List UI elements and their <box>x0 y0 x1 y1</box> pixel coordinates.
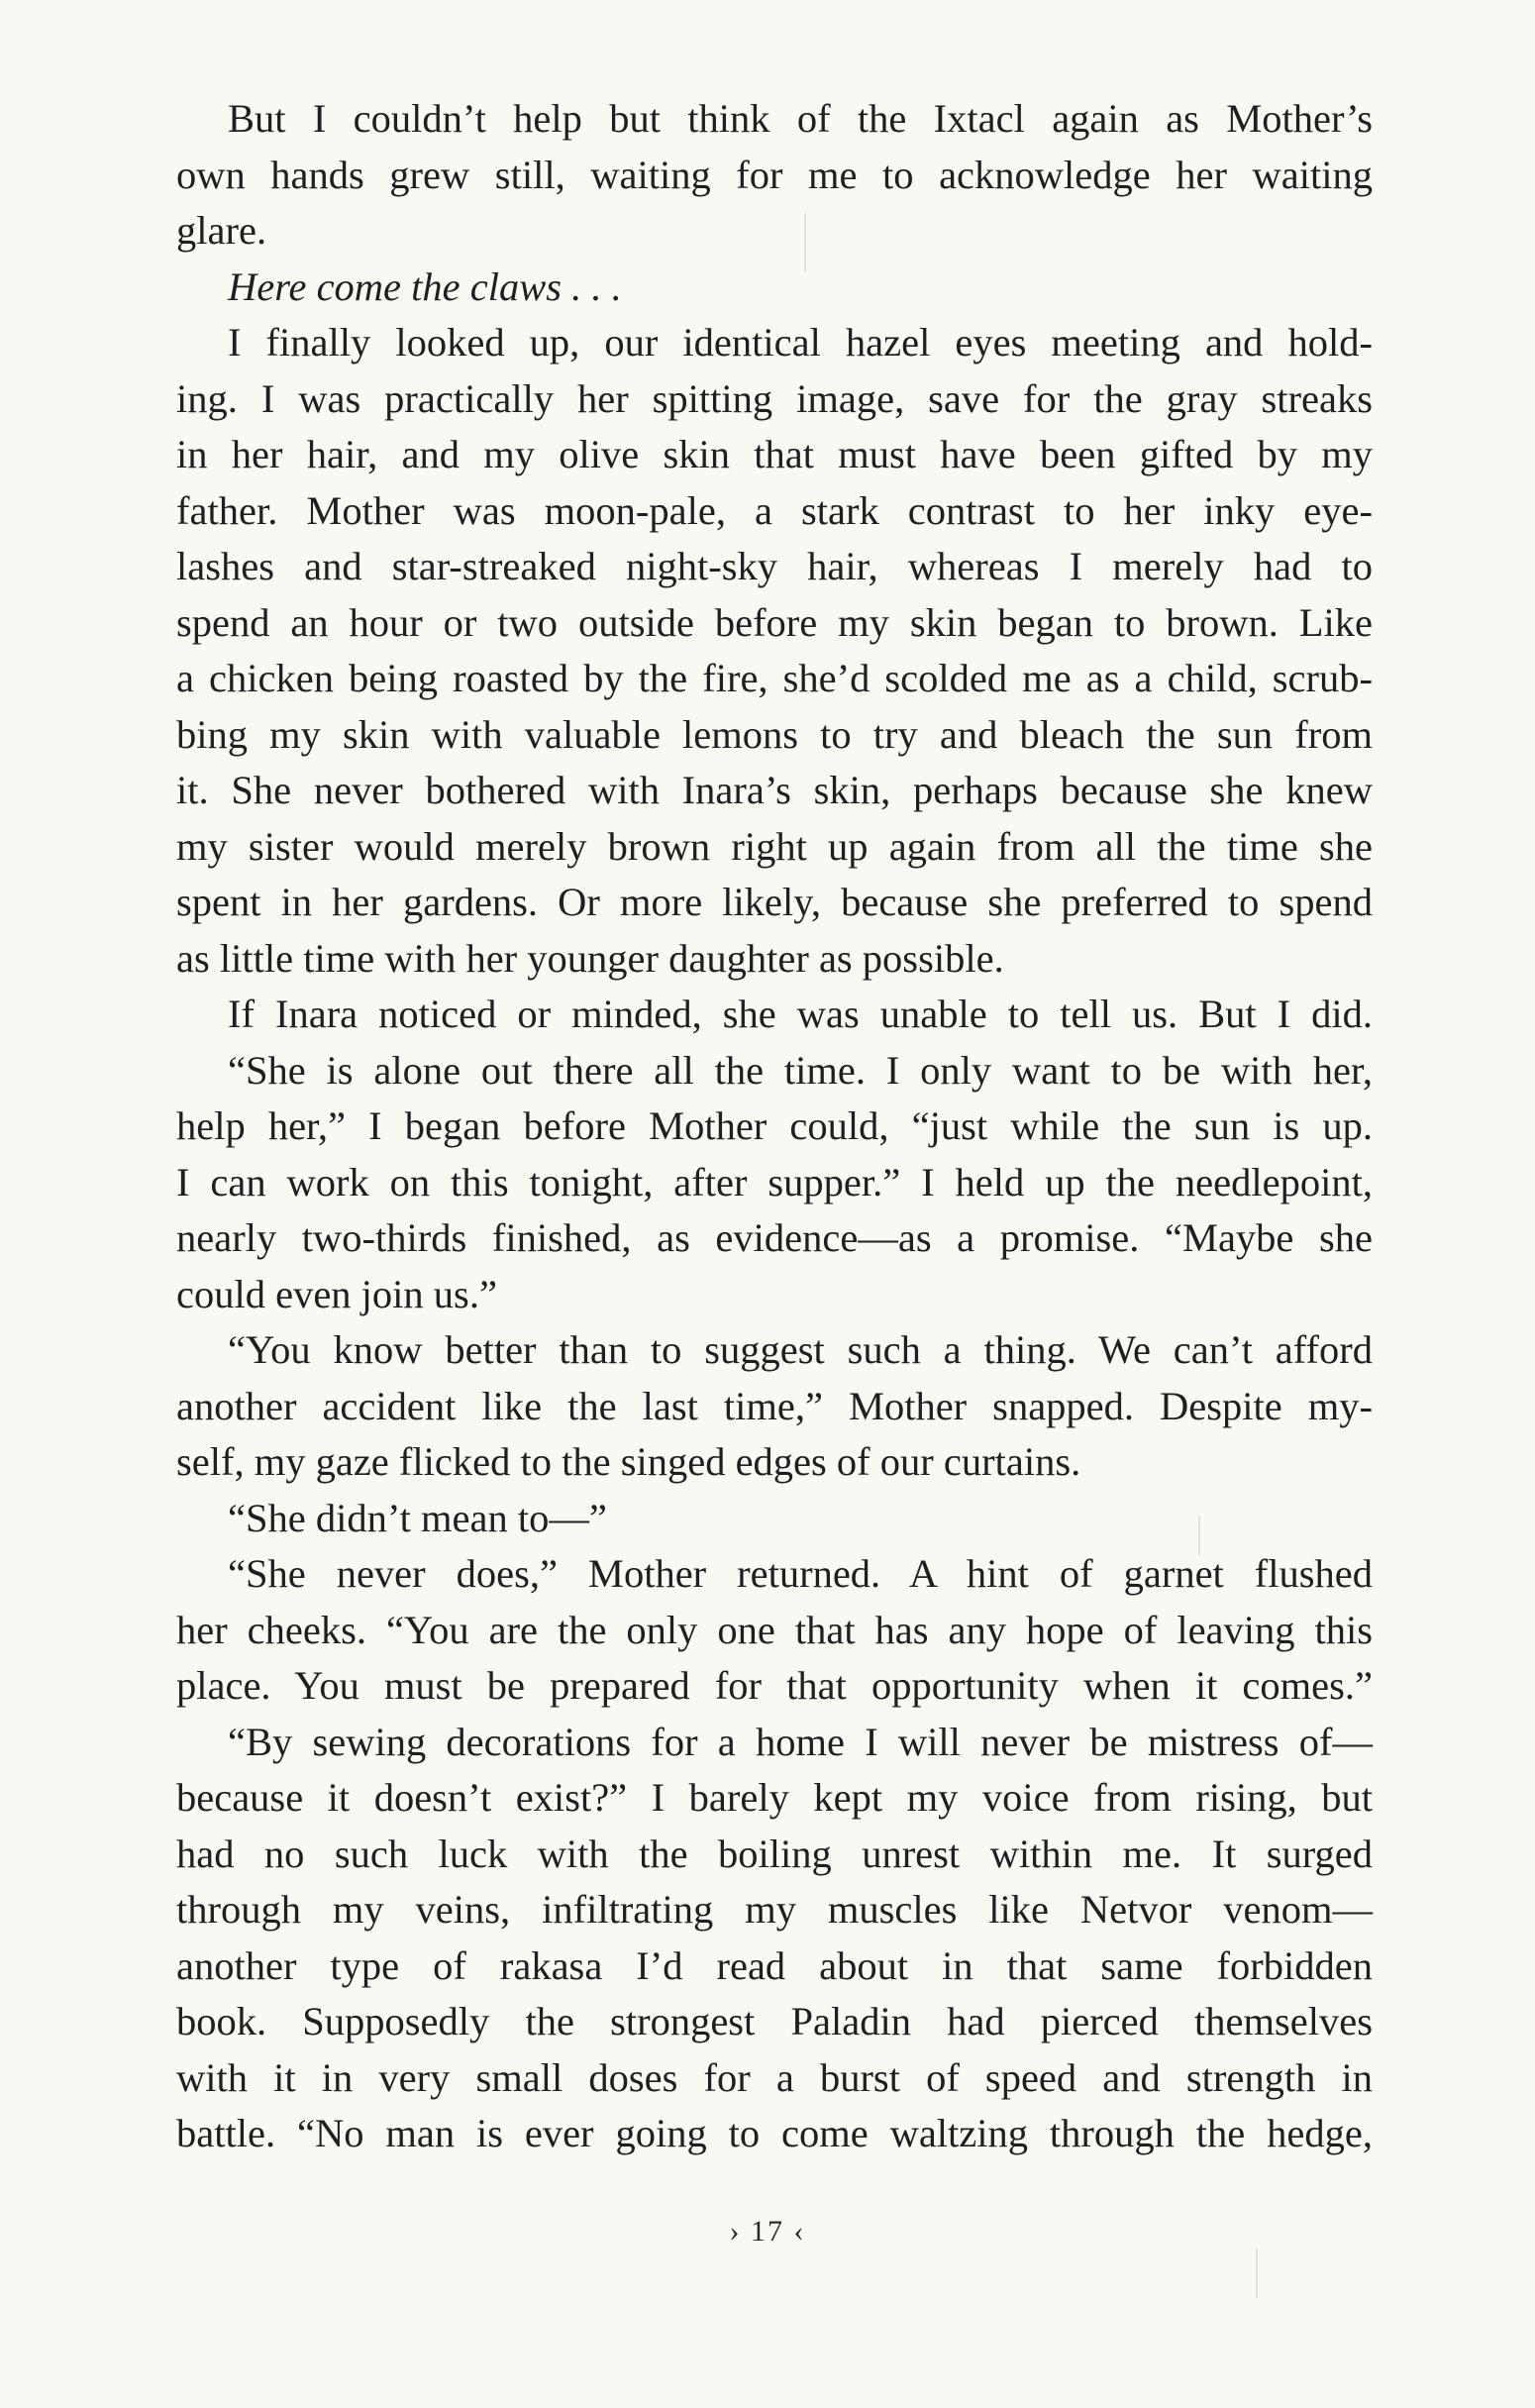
text-line: as little time with her younger daughter as possible. <box>176 935 1004 981</box>
text-line: Here come the claws . . . <box>228 263 622 309</box>
text-line: nearly two-thirds finished, as evidence—as a promise. “Maybe she <box>176 1215 1373 1260</box>
text-line: place. You must be prepared for that opportunity when it comes.” <box>176 1663 1373 1708</box>
text-line: my sister would merely brown right up again from all the time she <box>176 823 1373 869</box>
text-line: in her hair, and my olive skin that must have been gifted by my <box>176 432 1373 476</box>
text-line: father. Mother was moon-pale, a stark contrast to her inky eye- <box>176 487 1373 533</box>
text-line: lashes and star-streaked night-sky hair, whereas I merely had to <box>176 544 1373 588</box>
text-line: another accident like the last time,” Mother snapped. Despite my- <box>176 1383 1373 1428</box>
text-line: glare. <box>176 208 267 253</box>
text-line: because it doesn’t exist?” I barely kept my voice from rising, but <box>176 1775 1373 1820</box>
text-line: But I couldn’t help but think of the Ixtacl again as Mother’s <box>228 96 1373 141</box>
text-line: “You know better than to suggest such a thing. We can’t afford <box>228 1327 1373 1372</box>
text-line: I can work on this tonight, after supper.” I held up the needlepoint, <box>176 1159 1373 1204</box>
text-line: own hands grew still, waiting for me to acknowledge her waiting <box>176 152 1373 197</box>
text-line: help her,” I began before Mother could, “just while the sun is up. <box>176 1103 1373 1148</box>
text-line: a chicken being roasted by the fire, she’d scolded me as a child, scrub- <box>176 656 1373 700</box>
text-line: with it in very small doses for a burst of speed and strength in <box>176 2054 1373 2100</box>
text-line: through my veins, infiltrating my muscles like Netvor venom— <box>176 1887 1373 1932</box>
text-line: bing my skin with valuable lemons to try and bleach the sun from <box>176 711 1373 757</box>
body-text <box>176 91 1373 2162</box>
text-line: book. Supposedly the strongest Paladin had pierced themselves <box>176 1999 1373 2043</box>
text-line: ing. I was practically her spitting image, save for the gray streaks <box>176 375 1373 421</box>
text-line: If Inara noticed or minded, she was unable to tell us. But I did. <box>228 992 1373 1036</box>
text-line: “She didn’t mean to—” <box>228 1495 607 1540</box>
text-line: spend an hour or two outside before my skin began to brown. Like <box>176 599 1373 645</box>
text-line: her cheeks. “You are the only one that has any hope of leaving this <box>176 1607 1373 1652</box>
text-line: spent in her gardens. Or more likely, because she preferred to spend <box>176 880 1373 924</box>
text-line: battle. “No man is ever going to come waltzing through the hedge, <box>176 2111 1373 2155</box>
text-line: it. She never bothered with Inara’s skin, perhaps because she knew <box>176 768 1373 812</box>
text-line: “She never does,” Mother returned. A hint of garnet flushed <box>228 1551 1373 1596</box>
text-line: another type of rakasa I’d read about in that same forbidden <box>176 1942 1373 1988</box>
text-line: had no such luck with the boiling unrest within me. It surged <box>176 1831 1373 1876</box>
page-number: › 17 ‹ <box>729 2215 806 2248</box>
scan-crease-mark <box>1256 2249 1258 2298</box>
text-line: could even join us.” <box>176 1271 497 1316</box>
text-line: “She is alone out there all the time. I only want to be with her, <box>228 1047 1373 1093</box>
text-line: self, my gaze flicked to the singed edges of our curtains. <box>176 1439 1081 1484</box>
text-line: I finally looked up, our identical hazel eyes meeting and hold- <box>228 320 1373 365</box>
text-line: “By sewing decorations for a home I will never be mistress of— <box>228 1719 1373 1764</box>
